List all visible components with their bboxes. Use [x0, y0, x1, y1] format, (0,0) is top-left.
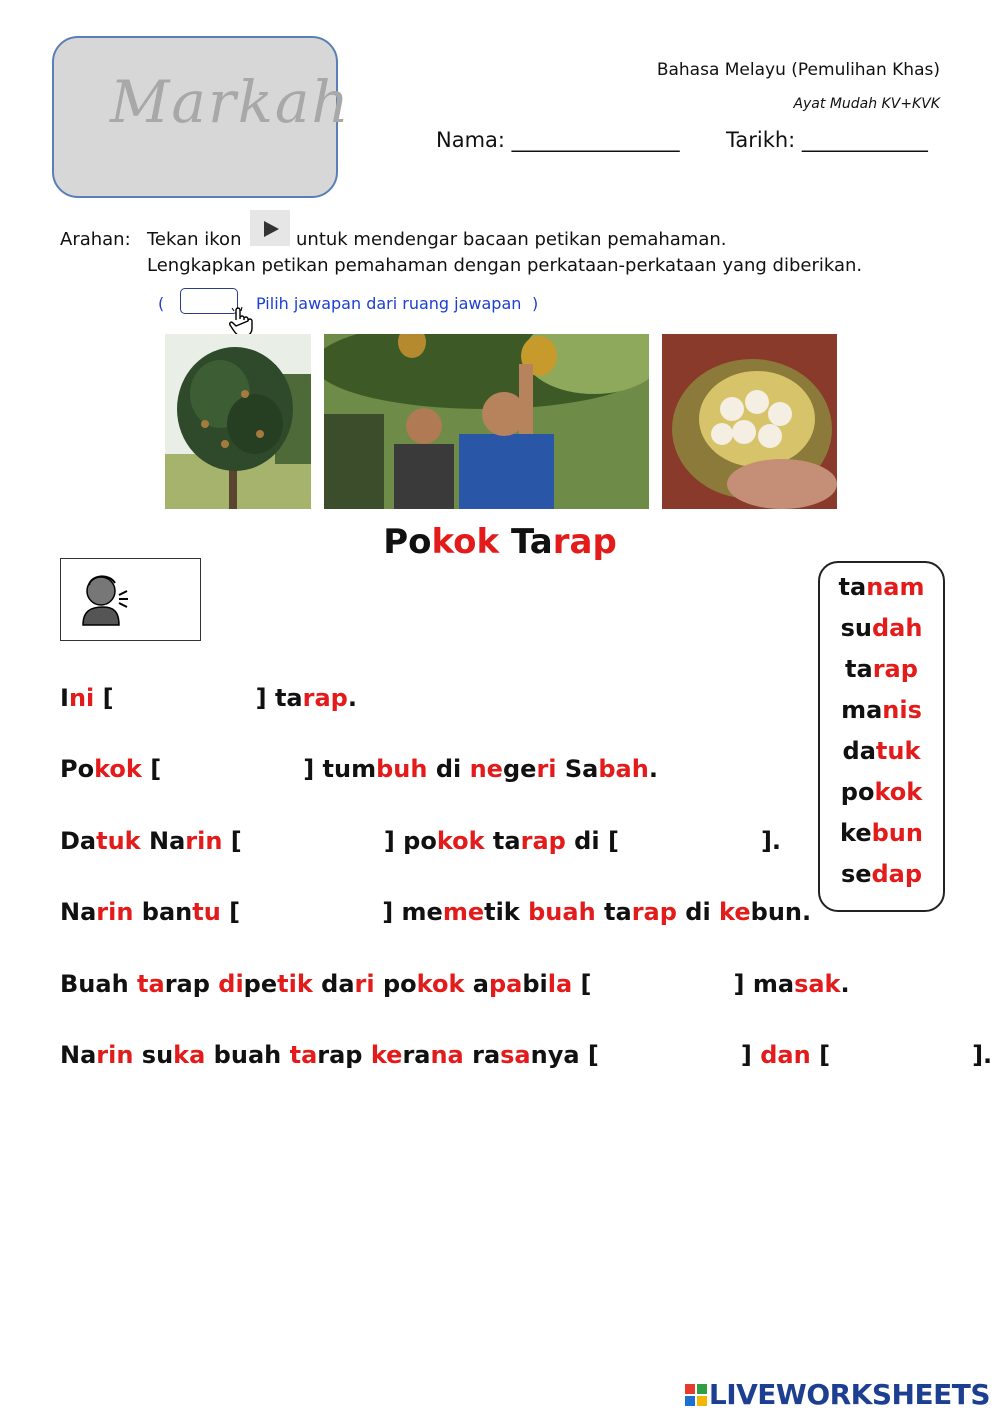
hint-close-paren: ): [532, 294, 539, 313]
sentence-6: [60, 1041, 992, 1069]
word-bank-item[interactable]: kebun: [840, 819, 923, 847]
sentence-segment: a: [464, 970, 489, 998]
sentence-segment: ta: [595, 898, 632, 926]
sentence-segment: di: [427, 755, 470, 783]
sentence-segment: sak: [794, 970, 841, 998]
sentence-segment: rap: [164, 970, 219, 998]
sentence-segment: [ ] ta: [94, 684, 303, 712]
sentence-2: [60, 755, 658, 783]
sentence-4: [60, 898, 811, 926]
sentence-5: [60, 970, 850, 998]
sentence-segment: bah: [598, 755, 649, 783]
sentence-segment: di [ ].: [565, 827, 782, 855]
sentence-segment: kok: [416, 970, 465, 998]
sentence-segment: rin: [96, 1041, 134, 1069]
sentence-segment: rin: [96, 898, 134, 926]
subject-title: Bahasa Melayu (Pemulihan Khas): [656, 60, 940, 80]
sentence-segment: Po: [60, 755, 95, 783]
play-icon: [262, 220, 280, 238]
tree-photo: [165, 334, 311, 509]
sentence-segment: rap: [520, 827, 566, 855]
sentence-segment: rap: [631, 898, 677, 926]
level-label: Ayat Mudah KV+KVK: [793, 96, 940, 112]
sentence-segment: ke: [719, 898, 751, 926]
sentence-segment: sa: [500, 1041, 531, 1069]
sentence-segment: po: [374, 970, 417, 998]
word-bank-item[interactable]: tanam: [838, 573, 925, 601]
word-bank: [818, 561, 945, 912]
sentence-segment: ni: [68, 684, 95, 712]
sentence-3: [60, 827, 781, 855]
sentence-segment: buah: [205, 1041, 290, 1069]
sentence-segment: rap: [302, 684, 348, 712]
sentence-segment: ne: [469, 755, 503, 783]
word-bank-item[interactable]: sudah: [840, 614, 923, 642]
word-bank-item[interactable]: datuk: [842, 737, 921, 765]
sentence-segment: ke: [370, 1041, 403, 1069]
sentence-segment: ra: [402, 1041, 431, 1069]
sentence-segment: rin: [185, 827, 223, 855]
sentence-segment: di: [676, 898, 720, 926]
word-bank-item[interactable]: sedap: [840, 860, 923, 888]
sentence-segment: di: [218, 970, 244, 998]
sentence-segment: Na: [140, 827, 186, 855]
instruction-line1-start: Tekan ikon: [147, 229, 242, 250]
sentence-segment: Buah: [60, 970, 138, 998]
men-holding-fruit-photo: [324, 334, 649, 509]
liveworksheets-logo: [685, 1378, 990, 1411]
sentence-segment: Da: [60, 827, 97, 855]
score-box: [52, 36, 351, 198]
logo-mark-icon: [685, 1380, 707, 1402]
title-part: Po: [383, 522, 432, 562]
sentence-segment: rap: [317, 1041, 371, 1069]
title-part: Ta: [499, 522, 553, 562]
word-bank-item[interactable]: tarap: [845, 655, 918, 683]
sentence-segment: ka: [173, 1041, 206, 1069]
sentence-segment: Na: [60, 898, 97, 926]
title-part: kok: [431, 522, 500, 562]
sentence-segment: buah: [528, 898, 596, 926]
sentence-segment: Na: [60, 1041, 97, 1069]
hint-text: Pilih jawapan dari ruang jawapan: [256, 294, 522, 313]
sentence-segment: pe: [243, 970, 278, 998]
sentence-segment: kok: [94, 755, 142, 783]
sentence-segment: ri: [354, 970, 375, 998]
sentence-segment: buh: [376, 755, 428, 783]
sentence-segment: I: [60, 684, 69, 712]
score-label: Markah: [110, 68, 351, 136]
passage-title: [0, 522, 1000, 562]
word-bank-item[interactable]: pokok: [840, 778, 923, 806]
play-button[interactable]: [250, 210, 290, 246]
sentence-segment: tik: [484, 898, 529, 926]
sentence-segment: bi: [522, 970, 548, 998]
instruction-line1-end: untuk mendengar bacaan petikan pemahaman.: [296, 229, 727, 250]
instruction-line2: Lengkapkan petikan pemahaman dengan perkataan-perkataan yang diberikan.: [147, 255, 863, 276]
sentence-segment: pa: [488, 970, 523, 998]
sentence-segment: .: [648, 755, 658, 783]
sentence-segment: Sa: [556, 755, 599, 783]
name-field-label: Nama: ________________: [436, 128, 680, 152]
sentence-segment: tuk: [96, 827, 141, 855]
word-bank-item[interactable]: manis: [841, 696, 922, 724]
sentence-segment: ge: [502, 755, 537, 783]
sentence-segment: [ ] me: [220, 898, 443, 926]
speaking-person-icon: [79, 571, 131, 627]
sentence-segment: la: [547, 970, 573, 998]
sentence-segment: ri: [536, 755, 557, 783]
title-part: rap: [552, 522, 617, 562]
sentence-segment: ra: [463, 1041, 501, 1069]
sentence-segment: me: [442, 898, 485, 926]
date-field-label: Tarikh: ____________: [726, 128, 928, 152]
sentence-segment: ta: [137, 970, 165, 998]
sentence-segment: [ ] po: [222, 827, 437, 855]
audio-player-box[interactable]: [60, 558, 201, 641]
sentence-1: [60, 684, 357, 712]
sentence-segment: dan: [760, 1041, 811, 1069]
instruction-label: Arahan:: [60, 229, 131, 250]
sentence-segment: ta: [289, 1041, 318, 1069]
sentence-segment: kok: [436, 827, 485, 855]
hint-open-paren: (: [158, 294, 165, 313]
sentence-segment: tu: [192, 898, 221, 926]
sentence-segment: bun.: [750, 898, 812, 926]
sentence-segment: tik: [277, 970, 313, 998]
sentence-segment: .: [840, 970, 850, 998]
sentence-segment: su: [133, 1041, 174, 1069]
sentence-segment: ta: [484, 827, 521, 855]
opened-fruit-photo: [662, 334, 837, 509]
sentence-segment: .: [347, 684, 357, 712]
sentence-segment: [ ] tum: [141, 755, 377, 783]
sentence-segment: [ ].: [810, 1041, 993, 1069]
logo-text: LIVEWORKSHEETS: [708, 1378, 990, 1411]
sentence-segment: na: [430, 1041, 464, 1069]
sentence-segment: nya [ ]: [530, 1041, 761, 1069]
sentence-segment: ban: [133, 898, 193, 926]
sentence-segment: da: [312, 970, 355, 998]
sentence-segment: [ ] ma: [572, 970, 795, 998]
